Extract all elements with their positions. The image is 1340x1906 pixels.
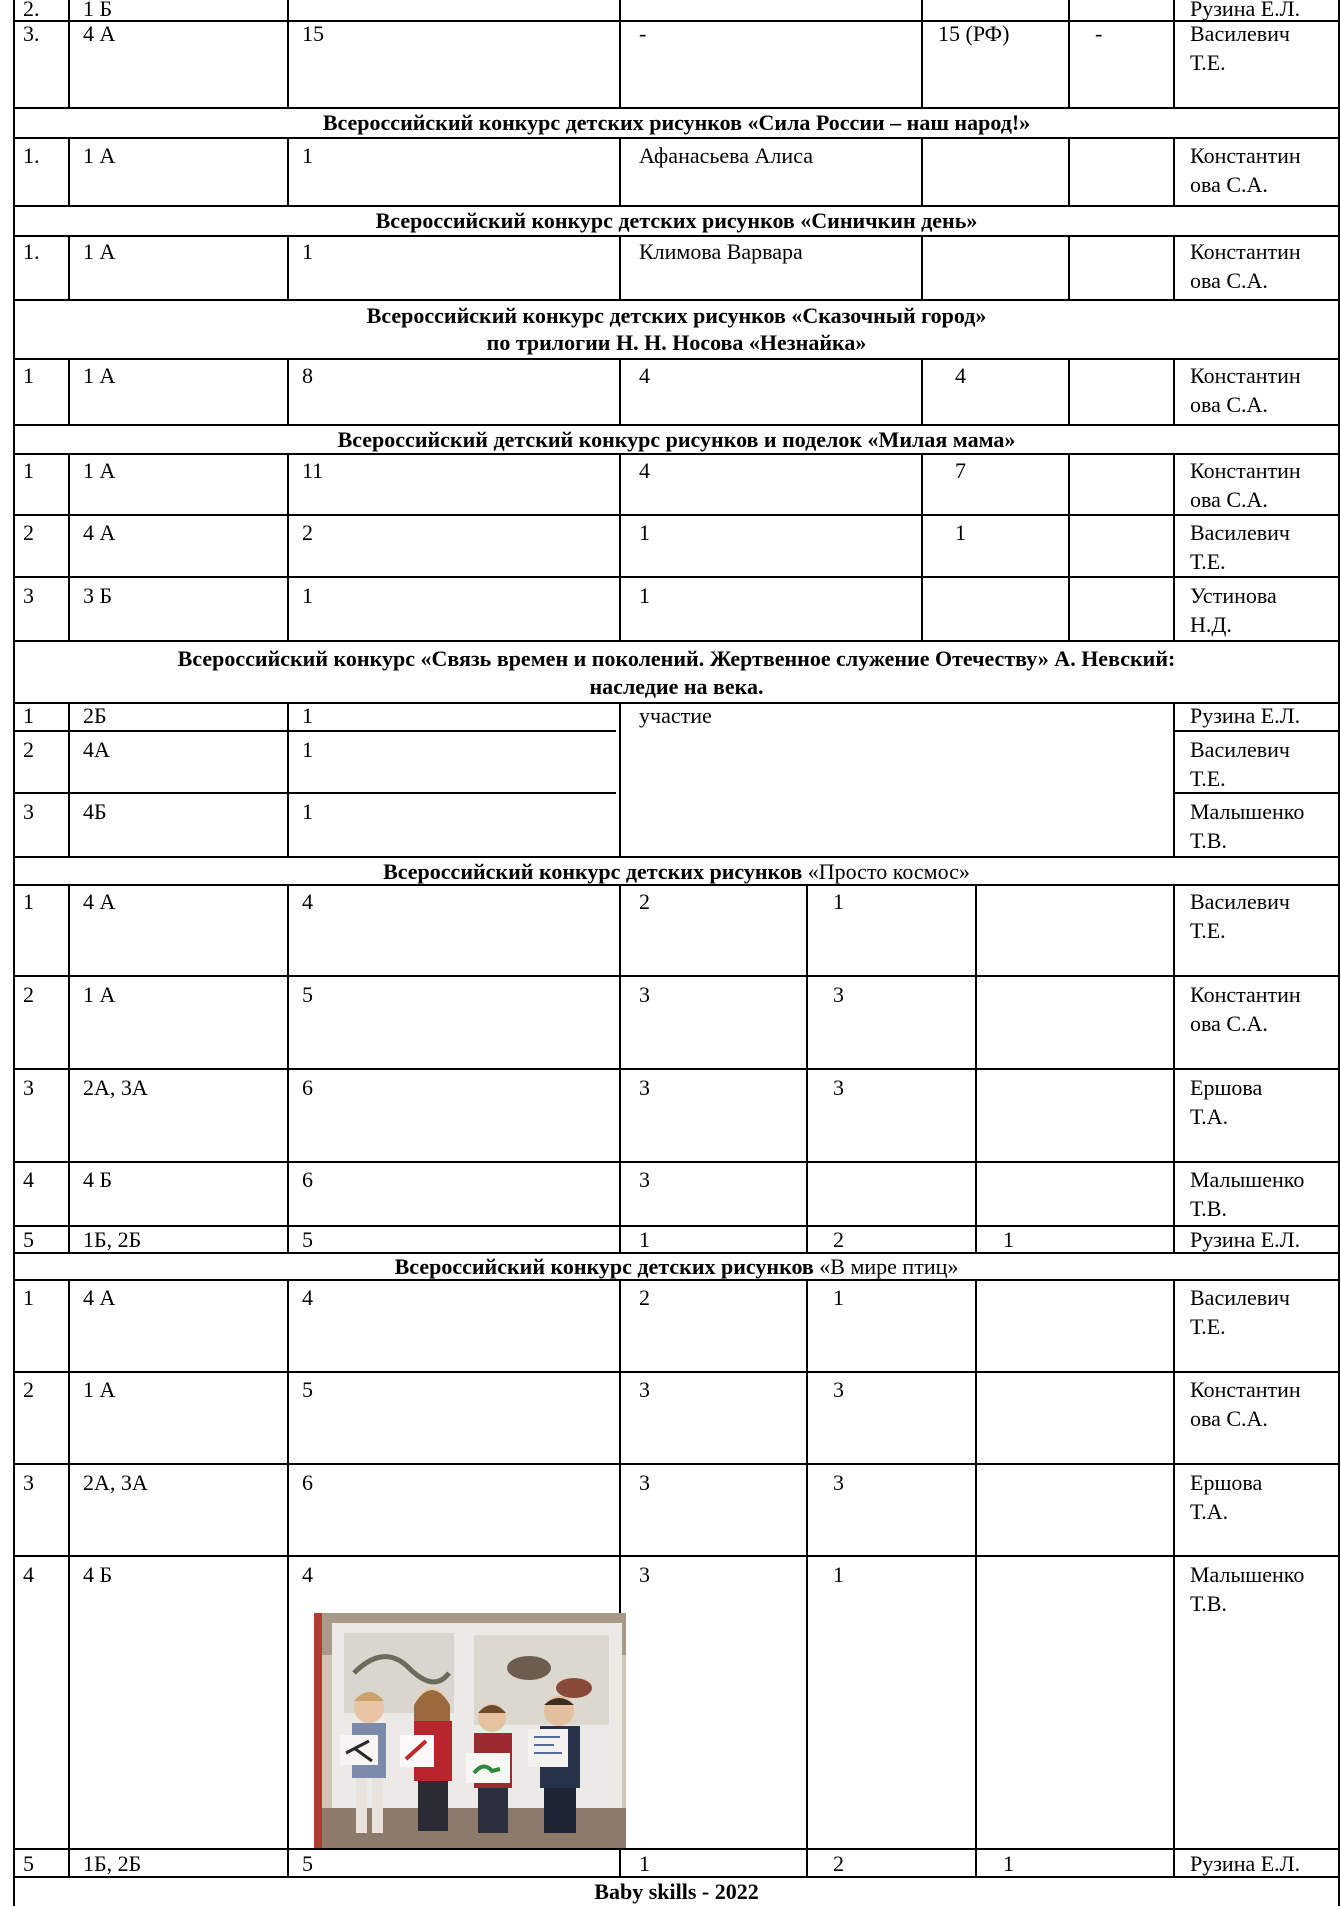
class-cell: 4 А [83,1285,116,1310]
row-number: 1 [23,889,34,914]
teacher-cell: Рузина Е.Л. [1190,0,1301,21]
section-title: Всероссийский конкурс детских рисунков «Сила России – наш народ!» [322,110,1031,135]
row-number: 1. [23,143,40,168]
row-number: 3 [23,583,34,608]
place-1-cell: 3 [639,982,650,1007]
teacher-cell: Василевич [1190,21,1290,46]
teacher-cell: Устинова [1190,583,1277,608]
row-number: 2. [23,0,40,21]
class-cell: 1 А [83,458,116,483]
col-line [287,137,289,205]
teacher-cell: Малышенко [1190,1562,1305,1587]
place-1-cell: 3 [639,1075,650,1100]
class-cell: 1 А [83,363,116,388]
class-cell: 4А [83,737,110,762]
participants-cell: 1 [302,143,313,168]
teacher-cell: ова С.А. [1190,268,1268,293]
row-line [13,1161,1340,1163]
class-cell: 2А, 3А [83,1470,148,1495]
section-title-normal: «В мире птиц» [819,1254,959,1279]
teacher-cell: Т.Е. [1190,50,1226,75]
document-page [13,0,1340,1906]
place-3-cell: 1 [1003,1851,1014,1876]
participants-cell: 1 [302,703,313,728]
section-title: Всероссийский конкурс детских рисунков «Синичкин день» [375,208,978,233]
place-1-cell: 3 [639,1562,650,1587]
row-number: 4 [23,1167,34,1192]
section-title-bold: Всероссийский конкурс детских рисунков [383,859,808,884]
place-2-cell: 3 [833,982,844,1007]
col-line [68,1279,70,1876]
teacher-cell: Константин [1190,143,1301,168]
place-1-cell: 2 [639,889,650,914]
section-subtitle: наследие на века. [589,674,764,699]
row-number: 1 [23,703,34,728]
teacher-cell: ова С.А. [1190,172,1268,197]
class-cell: 1 Б [83,0,113,21]
teacher-cell: Константин [1190,982,1301,1007]
participants-cell: 8 [302,363,313,388]
participants-cell: 6 [302,1075,313,1100]
col-line [287,702,289,856]
row-line [13,856,1340,858]
winners-cell: - [639,21,647,46]
row-number: 3. [23,21,40,46]
col-line [1173,235,1175,299]
place-2-cell: 1 [833,1285,844,1310]
winners-cell: 4 [639,363,650,388]
col-line [68,702,70,856]
class-cell: 4 А [83,21,116,46]
row-line [13,205,1340,207]
col-line [287,0,289,107]
col-line [68,0,70,107]
section-title: Всероссийский конкурс «Связь времен и поколений. Жертвенное служение Отечеству» А. Невский: [177,646,1176,671]
teacher-cell: Т.Е. [1190,549,1226,574]
teacher-cell: Рузина Е.Л. [1190,703,1301,728]
place-1-cell: 3 [639,1377,650,1402]
place-1-cell: 1 [639,1227,650,1252]
participants-cell: 6 [302,1470,313,1495]
row-number: 1 [23,458,34,483]
col-line [68,453,70,640]
teacher-cell: Н.Д. [1190,612,1232,637]
teacher-cell: Константин [1190,458,1301,483]
participants-cell: 1 [302,737,313,762]
col-line [287,358,289,424]
teacher-cell: Ершова [1190,1470,1263,1495]
class-cell: 4Б [83,799,107,824]
row-line [13,792,616,794]
row-line [13,1371,1340,1373]
col-line [921,0,923,107]
row-line [13,730,616,732]
col-line [921,137,923,205]
row-number: 1. [23,239,40,264]
row-number: 3 [23,1470,34,1495]
participants-cell: 5 [302,982,313,1007]
col-line [619,137,621,205]
prizes-cell: 15 (РФ) [938,21,1010,46]
row-number: 4 [23,1562,34,1587]
col-line [1173,137,1175,205]
section-subtitle: по трилогии Н. Н. Носова «Незнайка» [486,330,867,355]
winners-cell: Афанасьева Алиса [639,143,813,168]
row-number: 2 [23,1377,34,1402]
place-1-cell: 3 [639,1470,650,1495]
row-line [1173,730,1340,732]
other-cell: - [1095,21,1103,46]
col-line [1068,0,1070,107]
col-line [806,884,808,1252]
col-line [975,1279,977,1876]
row-number: 5 [23,1851,34,1876]
row-number: 3 [23,799,34,824]
row-line [13,107,1340,109]
participants-cell: 2 [302,520,313,545]
row-number: 1 [23,1285,34,1310]
class-cell: 1Б, 2Б [83,1851,142,1876]
class-cell: 1 А [83,143,116,168]
teacher-cell: Константин [1190,239,1301,264]
winners-cell: Климова Варвара [639,239,803,264]
prizes-cell: 1 [955,520,966,545]
teacher-cell: Малышенко [1190,1167,1305,1192]
row-line [13,424,1340,426]
teacher-cell: Василевич [1190,737,1290,762]
place-3-cell: 1 [1003,1227,1014,1252]
row-line [13,358,1340,360]
row-line [13,1876,1340,1878]
teacher-cell: ова С.А. [1190,1011,1268,1036]
class-cell: 4 А [83,520,116,545]
class-cell: 2Б [83,703,107,728]
teacher-cell: Василевич [1190,1285,1290,1310]
participants-cell: 4 [302,1285,313,1310]
winners-cell: 1 [639,583,650,608]
col-line [68,137,70,205]
col-line [975,884,977,1252]
col-line [287,235,289,299]
teacher-cell: Василевич [1190,520,1290,545]
teacher-cell: Т.Е. [1190,918,1226,943]
teacher-cell: Т.А. [1190,1499,1229,1524]
col-line [619,884,621,1252]
row-line [13,453,1340,455]
place-2-cell: 1 [833,889,844,914]
row-line [13,514,1340,516]
col-line [287,884,289,1252]
photo-children-with-drawings [314,1613,626,1848]
col-line [1173,1279,1175,1876]
row-line [13,1225,1340,1227]
participants-cell: 5 [302,1377,313,1402]
class-cell: 4 Б [83,1562,113,1587]
col-line [68,358,70,424]
row-line [13,137,1340,139]
class-cell: 1Б, 2Б [83,1227,142,1252]
col-line [921,453,923,640]
place-1-cell: 1 [639,1851,650,1876]
result-cell: участие [639,703,712,728]
col-line [1068,137,1070,205]
place-2-cell: 3 [833,1377,844,1402]
teacher-cell: Малышенко [1190,799,1305,824]
row-number: 3 [23,1075,34,1100]
place-1-cell: 2 [639,1285,650,1310]
row-line [13,20,1340,22]
teacher-cell: ова С.А. [1190,487,1268,512]
participants-cell: 1 [302,799,313,824]
row-number: 5 [23,1227,34,1252]
teacher-cell: Т.В. [1190,1591,1227,1616]
section-title: Baby skills - 2022 [594,1879,759,1904]
teacher-cell: ова С.А. [1190,392,1268,417]
participants-cell: 1 [302,583,313,608]
place-1-cell: 3 [639,1167,650,1192]
class-cell: 2А, 3А [83,1075,148,1100]
winners-cell: 1 [639,520,650,545]
table-border-left [13,0,15,1906]
col-line [1068,453,1070,640]
col-line [921,235,923,299]
row-number: 2 [23,520,34,545]
section-title [13,859,1340,884]
participants-cell: 1 [302,239,313,264]
col-line [287,453,289,640]
row-line [13,299,1340,301]
col-line [806,1279,808,1876]
teacher-cell: Рузина Е.Л. [1190,1851,1301,1876]
place-2-cell: 2 [833,1227,844,1252]
class-cell: 1 А [83,982,116,1007]
teacher-cell: Т.Е. [1190,1314,1226,1339]
teacher-cell: ова С.А. [1190,1406,1268,1431]
col-line [1068,235,1070,299]
class-cell: 1 А [83,239,116,264]
participants-cell: 4 [302,889,313,914]
section-title [13,1254,1340,1279]
participants-cell: 5 [302,1227,313,1252]
class-cell: 1 А [83,1377,116,1402]
col-line [921,358,923,424]
row-number: 2 [23,982,34,1007]
row-line [13,884,1340,886]
col-line [619,235,621,299]
teacher-cell: Т.В. [1190,1196,1227,1221]
class-cell: 3 Б [83,583,113,608]
teacher-cell: Василевич [1190,889,1290,914]
col-line [1068,358,1070,424]
col-line [287,1279,289,1876]
place-2-cell: 1 [833,1562,844,1587]
class-cell: 4 А [83,889,116,914]
row-line [13,1279,1340,1281]
prizes-cell: 7 [955,458,966,483]
row-number: 2 [23,737,34,762]
participants-cell: 4 [302,1562,313,1587]
participants-cell: 15 [302,21,324,46]
teacher-cell: Т.В. [1190,828,1227,853]
row-line [13,1068,1340,1070]
col-line [1173,453,1175,640]
col-line [1173,702,1175,856]
participants-cell: 11 [302,458,324,483]
col-line [619,0,621,107]
teacher-cell: Т.А. [1190,1104,1229,1129]
teacher-cell: Ершова [1190,1075,1263,1100]
place-2-cell: 3 [833,1470,844,1495]
row-line [13,1463,1340,1465]
col-line [1173,358,1175,424]
col-line [619,358,621,424]
teacher-cell: Константин [1190,363,1301,388]
col-line [68,884,70,1252]
row-line [13,1848,1340,1850]
row-number: 1 [23,363,34,388]
prizes-cell: 4 [955,363,966,388]
col-line [619,702,621,856]
row-line [13,975,1340,977]
col-line [1173,884,1175,1252]
teacher-cell: Константин [1190,1377,1301,1402]
teacher-cell: Рузина Е.Л. [1190,1227,1301,1252]
participants-cell: 6 [302,1167,313,1192]
section-title: Всероссийский конкурс детских рисунков «Сказочный город» [366,303,987,328]
section-title-normal: «Просто космос» [807,859,970,884]
col-line [1173,0,1175,107]
row-line [13,576,1340,578]
place-2-cell: 2 [833,1851,844,1876]
class-cell: 4 Б [83,1167,113,1192]
section-title: Всероссийский детский конкурс рисунков и поделок «Милая мама» [337,427,1016,452]
place-2-cell: 3 [833,1075,844,1100]
col-line [619,453,621,640]
row-line [13,1555,1340,1557]
participants-cell: 5 [302,1851,313,1876]
teacher-cell: Т.Е. [1190,766,1226,791]
winners-cell: 4 [639,458,650,483]
row-line [13,640,1340,642]
section-title-bold: Всероссийский конкурс детских рисунков [394,1254,820,1279]
col-line [68,235,70,299]
